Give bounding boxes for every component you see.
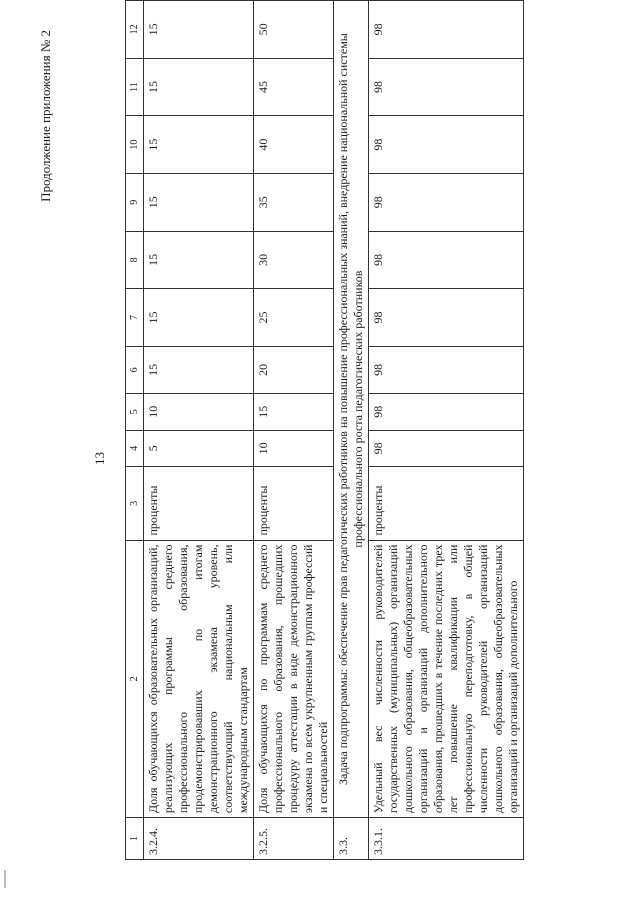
row-value: 15	[144, 231, 254, 289]
row-value: 25	[254, 289, 334, 347]
column-number: 1	[126, 818, 144, 860]
column-number: 6	[126, 346, 144, 393]
row-unit: проценты	[254, 467, 334, 540]
row-value: 98	[369, 393, 524, 430]
row-code: 3.2.4.	[144, 818, 254, 860]
row-value: 15	[144, 173, 254, 231]
column-number: 8	[126, 231, 144, 289]
row-value: 98	[369, 58, 524, 116]
row-value: 98	[369, 1, 524, 59]
row-value: 98	[369, 231, 524, 289]
row-description: Доля обучающихся образовательных организаций, реализующих программы среднего профессионального образования, продемонстрировавших по итогам демонстрационного экзамена уровень, соответствующий национальным или международным стандартам	[144, 540, 254, 818]
row-value: 20	[254, 346, 334, 393]
table-row	[254, 1, 334, 860]
row-unit: проценты	[369, 467, 524, 540]
row-value: 15	[144, 1, 254, 59]
scan-artifact	[4, 870, 6, 888]
row-value: 15	[144, 346, 254, 393]
row-description: Удельный вес численности руководителей государственных (муниципальных) организаций дошкольного образования, общеобразовательных организаций и организаций дополнительного образования, прошедших в течение последних трех лет повышение квалификации или профессиональную переподготовку, в общей численности руководителей организаций дошкольного образования, общеобразовательных организаций и организаций дополнительного	[369, 540, 524, 818]
row-value: 40	[254, 116, 334, 174]
row-description: Доля обучающихся по программам среднего профессионального образования, прошедших процедуру аттестации в виде демонстрационного экзамена по всем укрупненным группам профессий и специальностей	[254, 540, 334, 818]
rotated-page-content	[20, 0, 620, 860]
row-value: 15	[144, 289, 254, 347]
row-value: 15	[254, 393, 334, 430]
page-number: 13	[92, 452, 107, 465]
row-value: 98	[369, 430, 524, 467]
column-number: 3	[126, 467, 144, 540]
row-value: 98	[369, 173, 524, 231]
section-title: Задача подпрограммы: обеспечение прав педагогических работников на повышение профессиональных знаний, внедрение национальной системы профессионального роста педагогических работников	[334, 1, 369, 818]
row-unit: проценты	[144, 467, 254, 540]
row-value: 15	[144, 116, 254, 174]
appendix-continuation-note: Продолжение приложения № 2	[38, 30, 53, 202]
table-row	[369, 1, 524, 860]
indicators-table	[125, 0, 524, 860]
row-value: 30	[254, 231, 334, 289]
column-number-row	[126, 1, 144, 860]
row-code: 3.2.5.	[254, 818, 334, 860]
section-row	[334, 1, 369, 860]
row-value: 98	[369, 116, 524, 174]
column-number: 2	[126, 540, 144, 818]
column-number: 12	[126, 1, 144, 59]
column-number: 7	[126, 289, 144, 347]
row-value: 10	[254, 430, 334, 467]
row-code: 3.3.1.	[369, 818, 524, 860]
row-value: 10	[144, 393, 254, 430]
row-value: 50	[254, 1, 334, 59]
column-number: 11	[126, 58, 144, 116]
column-number: 9	[126, 173, 144, 231]
section-code: 3.3.	[334, 818, 369, 860]
row-value: 15	[144, 58, 254, 116]
column-number: 10	[126, 116, 144, 174]
table-row	[144, 1, 254, 860]
column-number: 5	[126, 393, 144, 430]
row-value: 35	[254, 173, 334, 231]
row-value: 98	[369, 346, 524, 393]
row-value: 45	[254, 58, 334, 116]
row-value: 98	[369, 289, 524, 347]
row-value: 5	[144, 430, 254, 467]
column-number: 4	[126, 430, 144, 467]
